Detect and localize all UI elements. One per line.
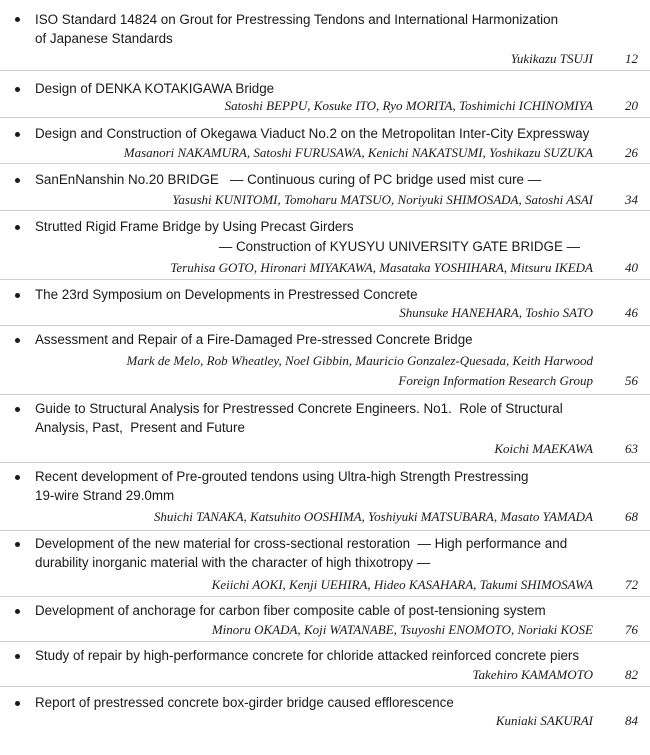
divider [0, 462, 650, 463]
entry-authors: Minoru OKADA, Koji WATANABE, Tsuyoshi ENOMOTO, Noriaki KOSE [211, 622, 593, 637]
divider [0, 530, 650, 531]
divider [0, 641, 650, 642]
entry-title-line: durability inorganic material with the character of high thixotropy — [35, 555, 431, 570]
entry-authors: Shunsuke HANEHARA, Toshio SATO [399, 305, 593, 320]
divider [0, 596, 650, 597]
entry-authors: Foreign Information Research Group [398, 373, 593, 388]
bullet-icon [15, 225, 20, 230]
bullet-icon [15, 407, 20, 412]
divider [0, 210, 650, 211]
entry-title-line: Development of anchorage for carbon fiber composite cable of post-tensioning system [35, 603, 546, 618]
divider [0, 686, 650, 687]
bullet-icon [15, 609, 20, 614]
divider [0, 117, 650, 118]
entry-authors: Yasushi KUNITOMI, Tomoharu MATSUO, Noriyuki SHIMOSADA, Satoshi ASAI [172, 192, 593, 207]
entry-title-line: Study of repair by high-performance concrete for chloride attacked reinforced concrete piers [35, 648, 580, 663]
entry-page-number: 20 [625, 98, 638, 113]
bullet-icon [15, 654, 20, 659]
entry-title-line: of Japanese Standards [35, 31, 173, 46]
entry-page-number: 63 [625, 441, 638, 456]
entry-title-line: Analysis, Past, Present and Future [35, 420, 245, 435]
divider [0, 394, 650, 395]
entry-page-number: 84 [625, 713, 638, 728]
entry-authors: Takehiro KAMAMOTO [472, 667, 593, 682]
entry-title-line: Design of DENKA KOTAKIGAWA Bridge [35, 81, 275, 96]
entry-authors: Shuichi TANAKA, Katsuhito OOSHIMA, Yoshiyuki MATSUBARA, Masato YAMADA [153, 509, 593, 524]
entry-authors: Masanori NAKAMURA, Satoshi FURUSAWA, Kenichi NAKATSUMI, Yoshikazu SUZUKA [123, 145, 593, 160]
entry-page-number: 26 [625, 145, 638, 160]
entry-page-number: 40 [625, 260, 638, 275]
entry-title-line: Assessment and Repair of a Fire-Damaged Pre-stressed Concrete Bridge [35, 332, 473, 347]
divider [0, 279, 650, 280]
entry-page-number: 56 [625, 373, 638, 388]
bullet-icon [15, 542, 20, 547]
entry-authors: Mark de Melo, Rob Wheatley, Noel Gibbin, Mauricio Gonzalez-Quesada, Keith Harwood [126, 353, 593, 368]
bullet-icon [15, 293, 20, 298]
entry-title-line: 19-wire Strand 29.0mm [35, 488, 175, 503]
bullet-icon [15, 132, 20, 137]
entry-title-line: The 23rd Symposium on Developments in Prestressed Concrete [35, 287, 418, 302]
entry-authors: Keiichi AOKI, Kenji UEHIRA, Hideo KASAHARA, Takumi SHIMOSAWA [211, 577, 593, 592]
bullet-icon [15, 338, 20, 343]
entry-title-line: Development of the new material for cross-sectional restoration — High performance and [35, 536, 568, 551]
entry-authors: Koichi MAEKAWA [494, 441, 593, 456]
entry-authors: Kuniaki SAKURAI [495, 713, 593, 728]
entry-page-number: 82 [625, 667, 638, 682]
entry-page-number: 34 [625, 192, 638, 207]
entry-authors: Teruhisa GOTO, Hironari MIYAKAWA, Masataka YOSHIHARA, Mitsuru IKEDA [170, 260, 593, 275]
entry-authors: Satoshi BEPPU, Kosuke ITO, Ryo MORITA, Toshimichi ICHINOMIYA [224, 98, 593, 113]
entry-page-number: 12 [625, 51, 638, 66]
entry-title-line: Report of prestressed concrete box-girder bridge caused efflorescence [35, 695, 454, 710]
entry-title-line: Recent development of Pre-grouted tendons using Ultra-high Strength Prestressing [35, 469, 529, 484]
bullet-icon [15, 701, 20, 706]
entry-title-line: — Construction of KYUSYU UNIVERSITY GATE BRIDGE — [218, 239, 580, 254]
entry-title-line: Guide to Structural Analysis for Prestressed Concrete Engineers. No1. Role of Structural [35, 401, 563, 416]
divider [0, 70, 650, 71]
entry-title-line: Strutted Rigid Frame Bridge by Using Precast Girders [35, 219, 354, 234]
entry-authors: Yukikazu TSUJI [510, 51, 593, 66]
bullet-icon [15, 87, 20, 92]
entry-title-line: Design and Construction of Okegawa Viaduct No.2 on the Metropolitan Inter-City Expressway [35, 126, 590, 141]
entry-title-line: ISO Standard 14824 on Grout for Prestressing Tendons and International Harmonization [35, 12, 559, 27]
entry-page-number: 76 [625, 622, 638, 637]
bullet-icon [15, 17, 20, 22]
bullet-icon [15, 475, 20, 480]
entry-page-number: 72 [625, 577, 638, 592]
entry-title-line: SanEnNanshin No.20 BRIDGE — Continuous curing of PC bridge used mist cure — [35, 172, 542, 187]
bullet-icon [15, 178, 20, 183]
entry-page-number: 46 [625, 305, 638, 320]
divider [0, 325, 650, 326]
entry-page-number: 68 [625, 509, 638, 524]
divider [0, 163, 650, 164]
